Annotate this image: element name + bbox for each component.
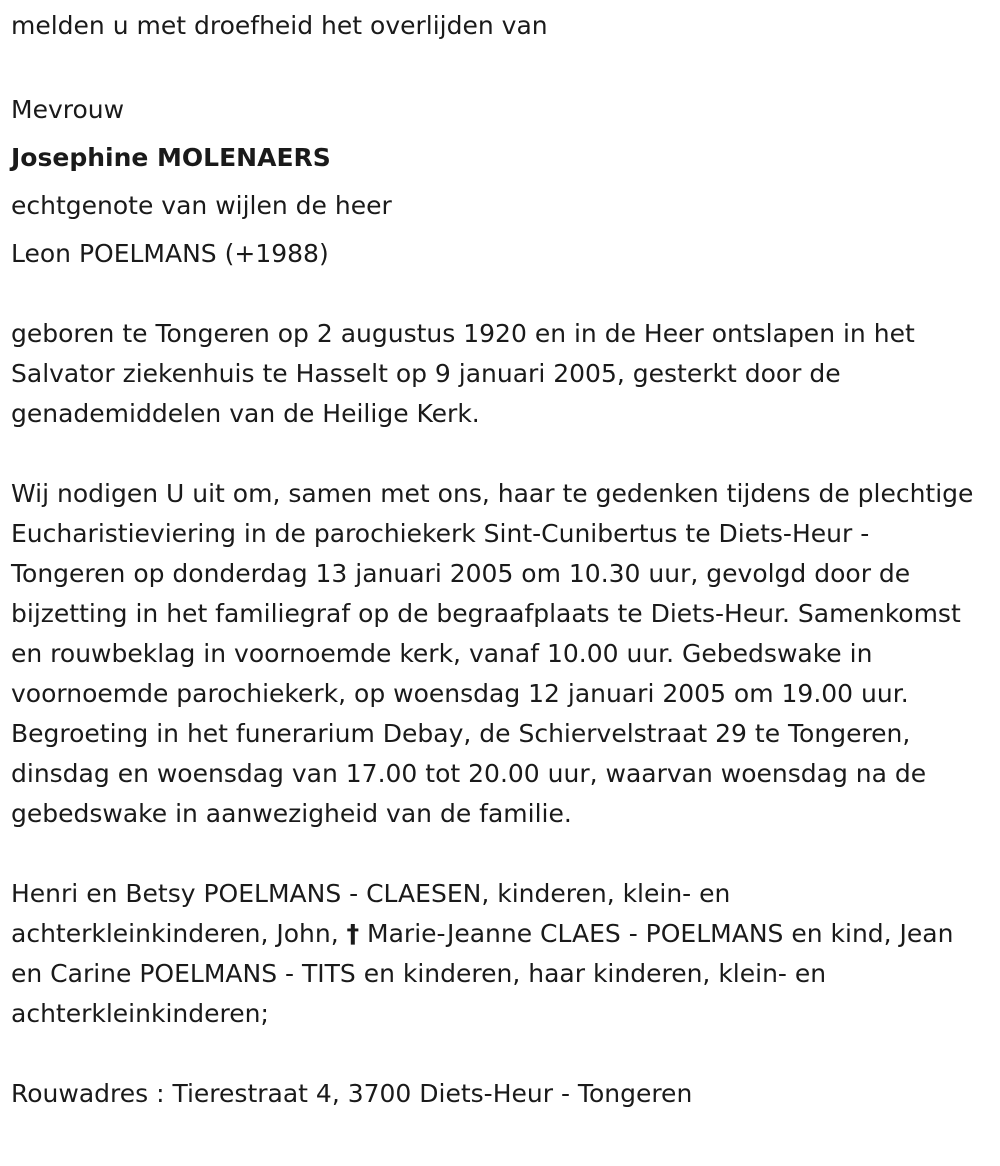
spouse-line-1: echtgenote van wijlen de heer (11, 191, 392, 220)
spacer (11, 278, 991, 314)
deceased-block (11, 86, 991, 278)
spacer (11, 434, 991, 474)
spouse-line-2: Leon POELMANS (+1988) (11, 239, 329, 268)
cross-icon: † (346, 919, 360, 948)
family-text-part-1: Henri en Betsy POELMANS - CLAESEN, kinderen, klein- en achterkleinkinderen, John, (11, 879, 731, 948)
spacer (11, 46, 991, 86)
title-text: Mevrouw (11, 95, 125, 124)
deceased-name: Josephine MOLENAERS (11, 143, 331, 172)
mourning-address: Rouwadres : Tierestraat 4, 3700 Diets-Heur - Tongeren (11, 1079, 693, 1108)
family-text-part-2: Marie-Jeanne CLAES - POELMANS en kind, Jean en Carine POELMANS - TITS en kinderen, haar kinderen, klein- en achterkleinkinderen; (11, 919, 954, 1028)
spacer (11, 834, 991, 874)
ceremony-paragraph: Wij nodigen U uit om, samen met ons, haar te gedenken tijdens de plechtige Eucharistieviering in de parochiekerk Sint-Cunibertus te Diets-Heur - Tongeren op donderdag 13 januari 2005 om 10.30 uur, gevolgd door de bijzetting in het familiegraf op de begraafplaats te Diets-Heur. Samenkomst en rouwbeklag in voornoemde kerk, vanaf 10.00 uur. Gebedswake in voornoemde parochiekerk, op woensdag 12 januari 2005 om 19.00 uur. Begroeting in het funerarium Debay, de Schiervelstraat 29 te Tongeren, dinsdag en woensdag van 17.00 tot 20.00 uur, waarvan woensdag na de gebedswake in aanwezigheid van de familie. (11, 479, 974, 828)
intro-text: melden u met droefheid het overlijden van (11, 11, 548, 40)
spacer (11, 1034, 991, 1074)
birth-paragraph: geboren te Tongeren op 2 augustus 1920 en in de Heer ontslapen in het Salvator ziekenhuis te Hasselt op 9 januari 2005, gesterkt door de genademiddelen van de Heilige Kerk. (11, 319, 915, 428)
obituary-notice (11, 6, 991, 1114)
family-paragraph (11, 874, 991, 1034)
